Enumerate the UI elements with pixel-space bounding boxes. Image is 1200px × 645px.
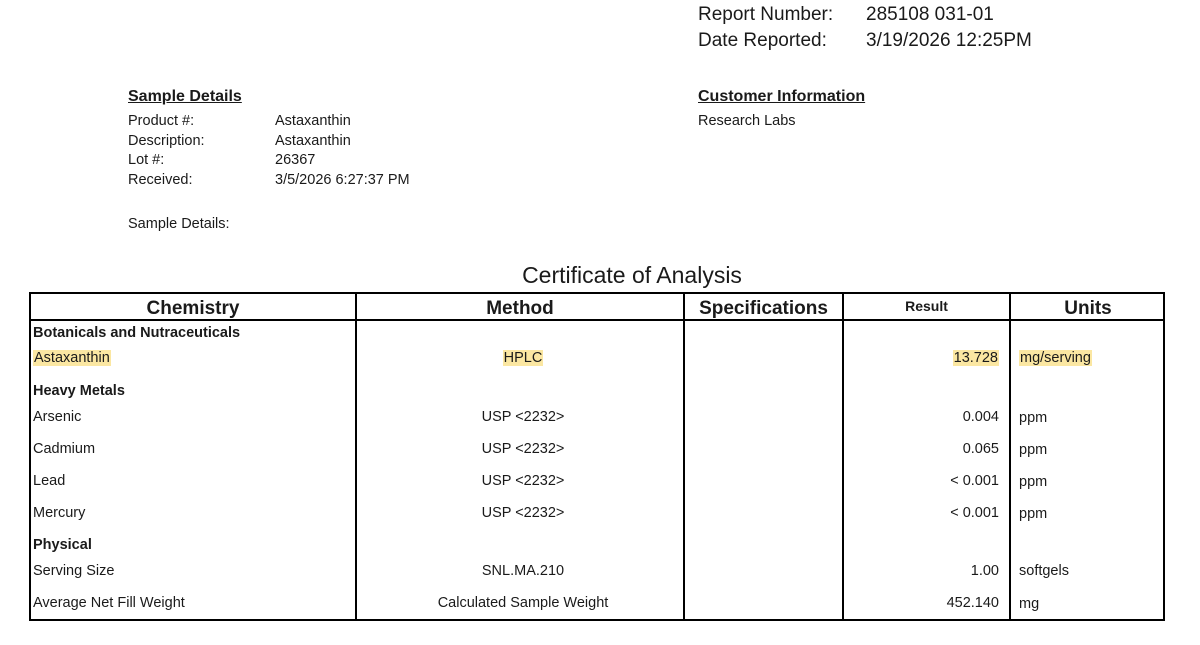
customer-info-title: Customer Information (698, 88, 866, 105)
category-heavy-metals: Heavy Metals (33, 383, 125, 399)
sample-details-note-label: Sample Details: (128, 216, 230, 232)
chemistry-astaxanthin: Astaxanthin (34, 350, 110, 366)
results-table (29, 292, 1165, 621)
units-arsenic: ppm (1019, 410, 1048, 426)
units-cadmium: ppm (1019, 442, 1048, 458)
result-serving-size: 1.00 (970, 563, 999, 579)
chemistry-lead: Lead (33, 473, 66, 489)
date-reported-label: Date Reported: (698, 30, 827, 51)
customer-name: Research Labs (698, 113, 796, 129)
result-astaxanthin: 13.728 (953, 350, 998, 366)
method-lead: USP <2232> (481, 473, 565, 489)
method-fill-weight: Calculated Sample Weight (437, 595, 609, 611)
sample-field-labels (128, 112, 205, 190)
method-cell (359, 349, 687, 367)
units-serving-size: softgels (1019, 563, 1069, 579)
units-cell (1019, 349, 1092, 367)
col-divider (355, 294, 357, 619)
product-label: Product #: (128, 113, 195, 129)
result-fill-weight: 452.140 (946, 595, 999, 611)
coa-title: Certificate of Analysis (522, 262, 742, 288)
chemistry-cadmium: Cadmium (33, 441, 96, 457)
chemistry-fill-weight: Average Net Fill Weight (33, 595, 185, 611)
chemistry-cell (33, 349, 111, 367)
units-lead: ppm (1019, 474, 1048, 490)
chemistry-arsenic: Arsenic (33, 409, 82, 425)
method-mercury: USP <2232> (481, 505, 565, 521)
received-value: 3/5/2026 6:27:37 PM (275, 171, 410, 188)
category-botanicals: Botanicals and Nutraceuticals (33, 325, 241, 341)
col-header-result: Result (905, 298, 948, 314)
result-cell (953, 349, 999, 367)
units-mercury: ppm (1019, 506, 1048, 522)
lot-value: 26367 (275, 152, 316, 168)
report-number-label: Report Number: (698, 4, 834, 25)
result-mercury: < 0.001 (950, 505, 999, 521)
col-header-method: Method (486, 298, 554, 319)
method-astaxanthin: HPLC (503, 350, 543, 366)
col-divider (842, 294, 844, 619)
method-cadmium: USP <2232> (481, 441, 565, 457)
units-fill-weight: mg (1019, 596, 1040, 612)
product-value: Astaxanthin (275, 113, 351, 129)
date-reported-value: 3/19/2026 12:25PM (866, 30, 1032, 51)
lot-label: Lot #: (128, 152, 165, 168)
chemistry-serving-size: Serving Size (33, 563, 115, 579)
method-serving-size: SNL.MA.210 (481, 563, 565, 579)
result-arsenic: 0.004 (962, 409, 999, 425)
description-label: Description: (128, 132, 205, 149)
category-physical: Physical (33, 537, 92, 553)
sample-details-title: Sample Details (128, 88, 242, 105)
col-divider (1009, 294, 1011, 619)
method-arsenic: USP <2232> (481, 409, 565, 425)
report-number-value: 285108 031-01 (866, 4, 994, 25)
col-header-specifications: Specifications (699, 298, 828, 319)
units-astaxanthin: mg/serving (1020, 350, 1091, 366)
sample-field-values (275, 112, 410, 190)
result-lead: < 0.001 (950, 473, 999, 489)
description-value: Astaxanthin (275, 132, 351, 149)
chemistry-mercury: Mercury (33, 505, 86, 521)
result-cadmium: 0.065 (962, 441, 999, 457)
col-header-units: Units (1064, 298, 1112, 319)
col-header-chemistry: Chemistry (146, 298, 240, 319)
received-label: Received: (128, 171, 193, 188)
